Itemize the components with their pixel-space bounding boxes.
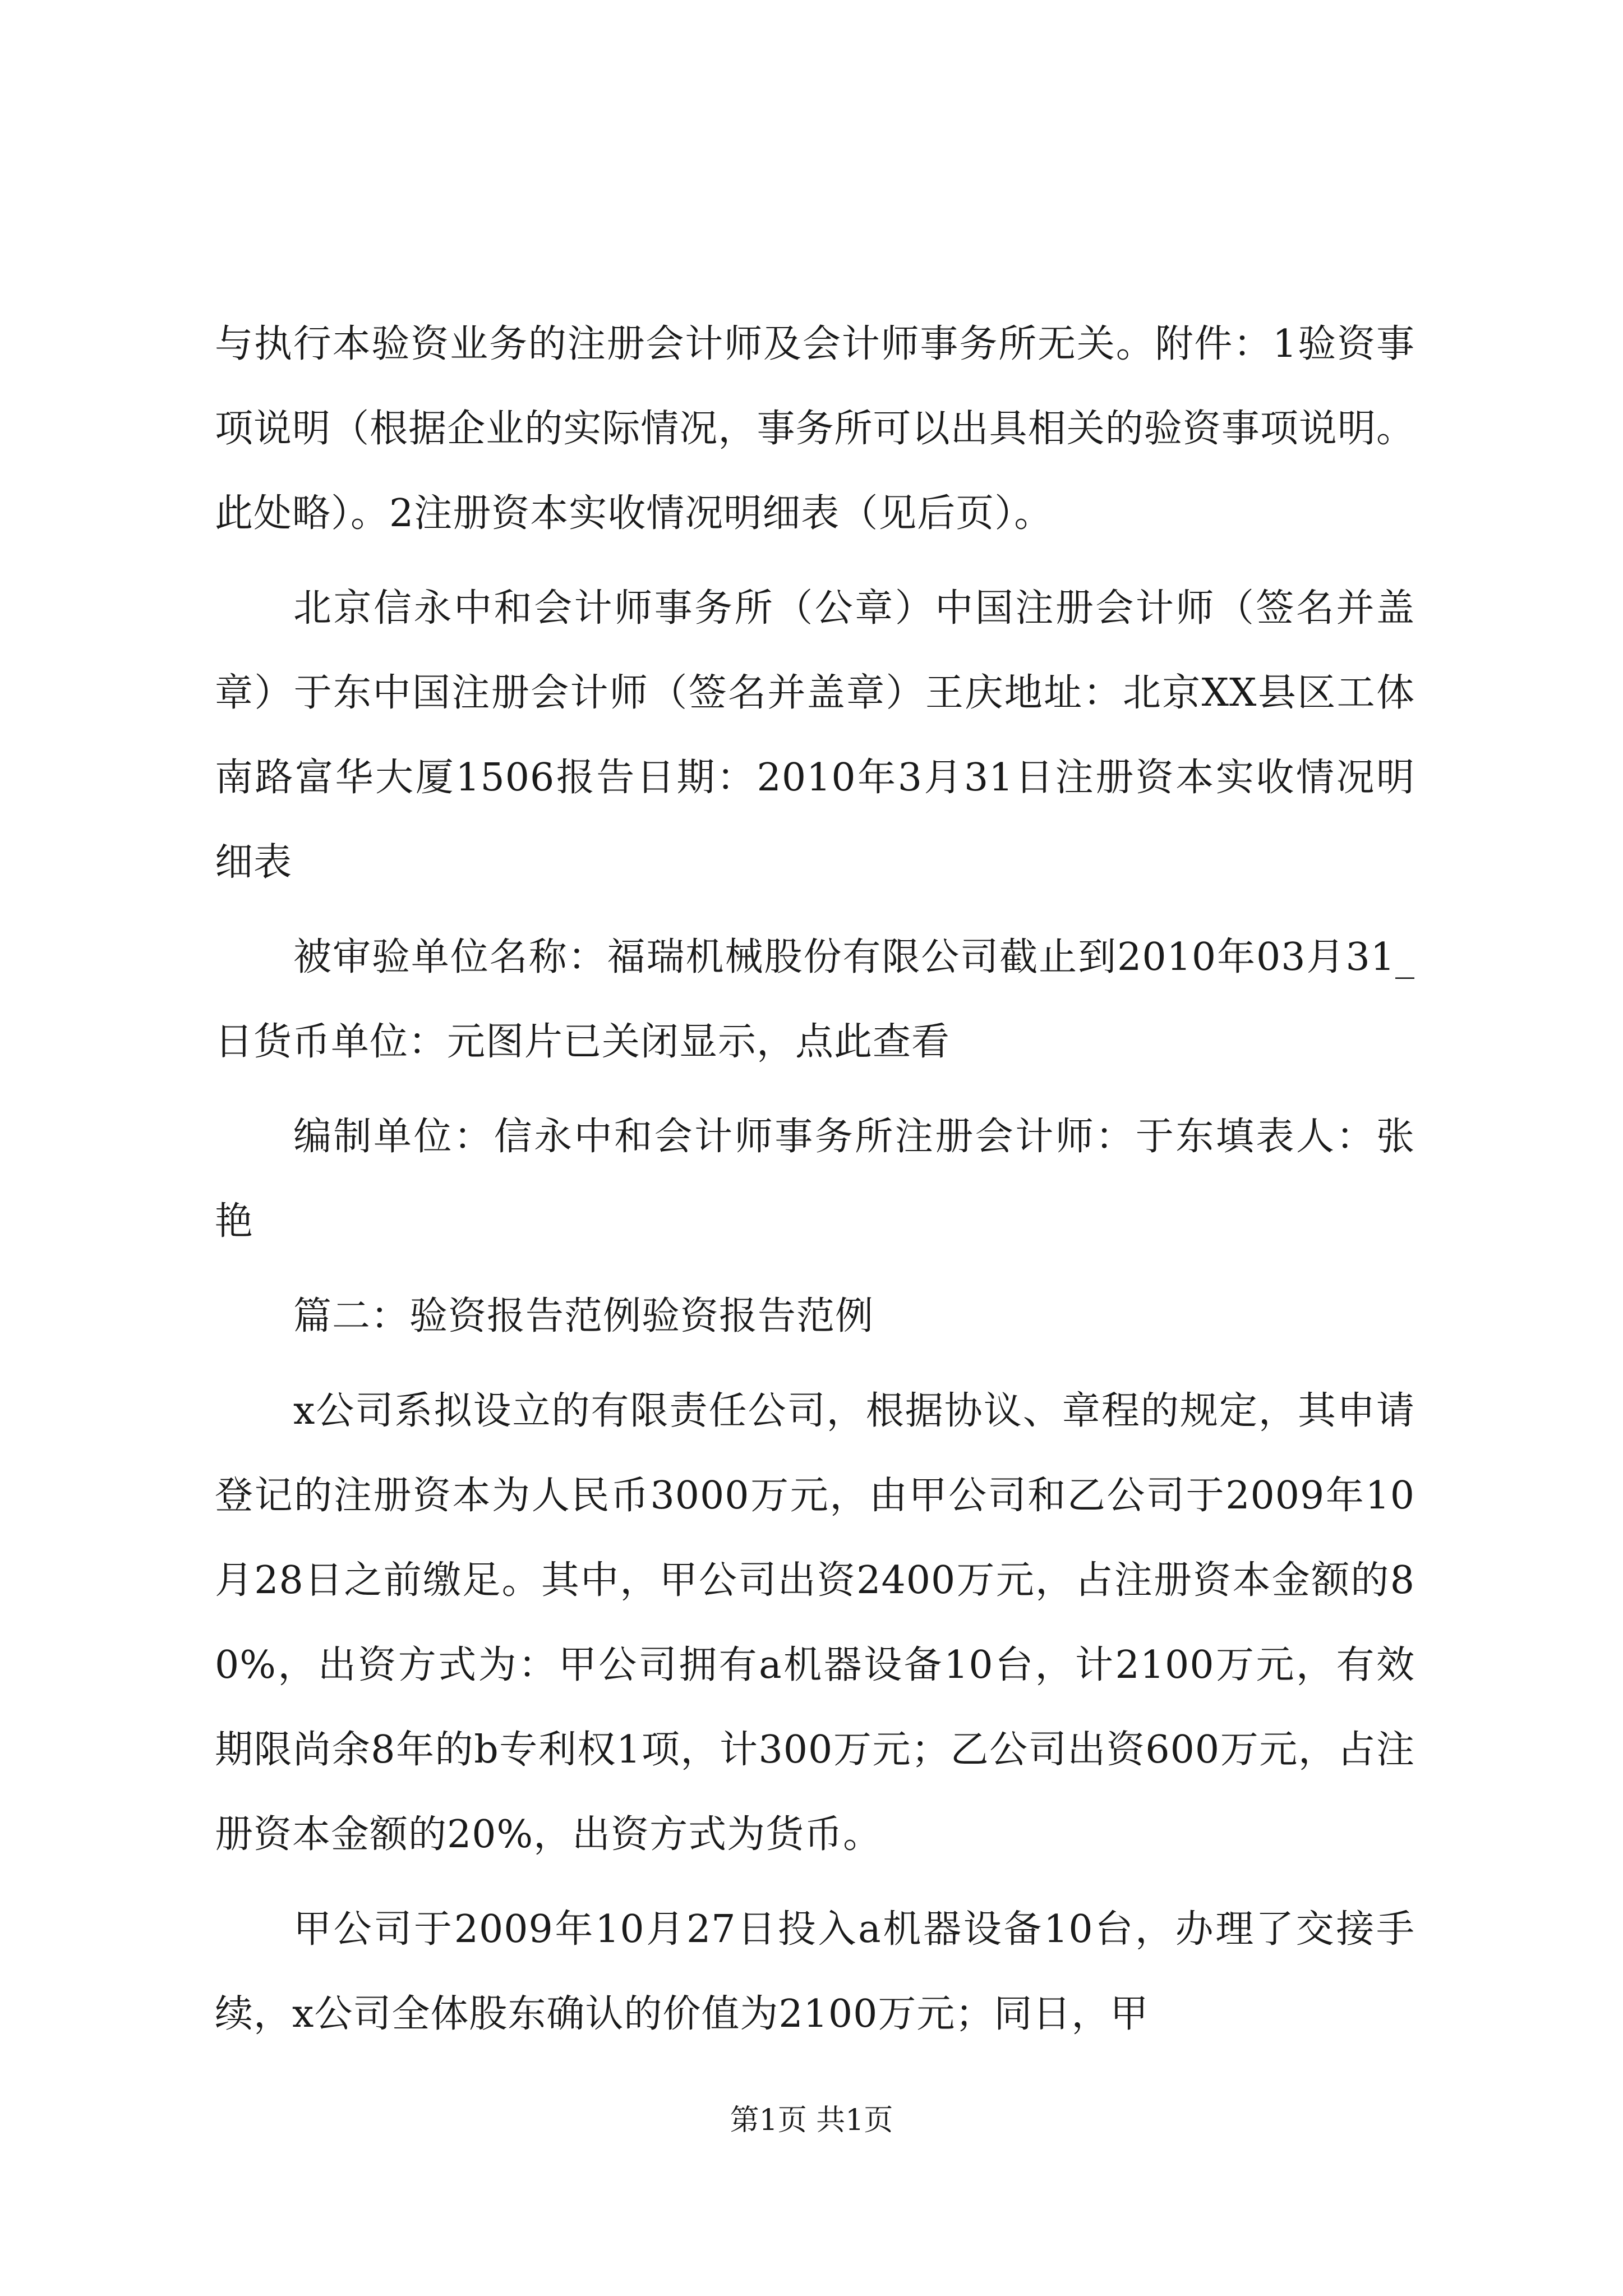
paragraph-7: 甲公司于2009年10月27日投入a机器设备10台，办理了交接手续，x公司全体股东确认的价值为2100万元；同日，甲 xyxy=(215,1907,1415,2036)
page-footer: 第1页 共1页 xyxy=(730,2104,893,2137)
document-body xyxy=(215,302,1415,2067)
paragraph-2: 北京信永中和会计师事务所（公章）中国注册会计师（签名并盖章）于东中国注册会计师（签名并盖章）王庆地址：北京XX县区工体南路富华大厦1506报告日期：2010年3月31日注册资本实收情况明细表 xyxy=(215,586,1415,885)
paragraph-5-section-heading: 篇二：验资报告范例验资报告范例 xyxy=(293,1294,874,1338)
paragraph-6: x公司系拟设立的有限责任公司，根据协议、章程的规定，其申请登记的注册资本为人民币3000万元，由甲公司和乙公司于2009年10月28日之前缴足。其中，甲公司出资2400万元，占注册资本金额的80%，出资方式为：甲公司拥有a机器设备10台，计2100万元，有效期限尚余8年的b专利权1项，计300万元；乙公司出资600万元，占注册资本金额的20%，出资方式为货币。 xyxy=(215,1389,1415,1857)
paragraph-3: 被审验单位名称：福瑞机械股份有限公司截止到2010年03月31_日货币单位：元图片已关闭显示，点此查看 xyxy=(215,935,1415,1064)
paragraph-1: 与执行本验资业务的注册会计师及会计师事务所无关。附件：1验资事项说明（根据企业的实际情况，事务所可以出具相关的验资事项说明。此处略）。2注册资本实收情况明细表（见后页）。 xyxy=(215,322,1415,536)
paragraph-4: 编制单位：信永中和会计师事务所注册会计师：于东填表人：张艳 xyxy=(215,1115,1415,1244)
